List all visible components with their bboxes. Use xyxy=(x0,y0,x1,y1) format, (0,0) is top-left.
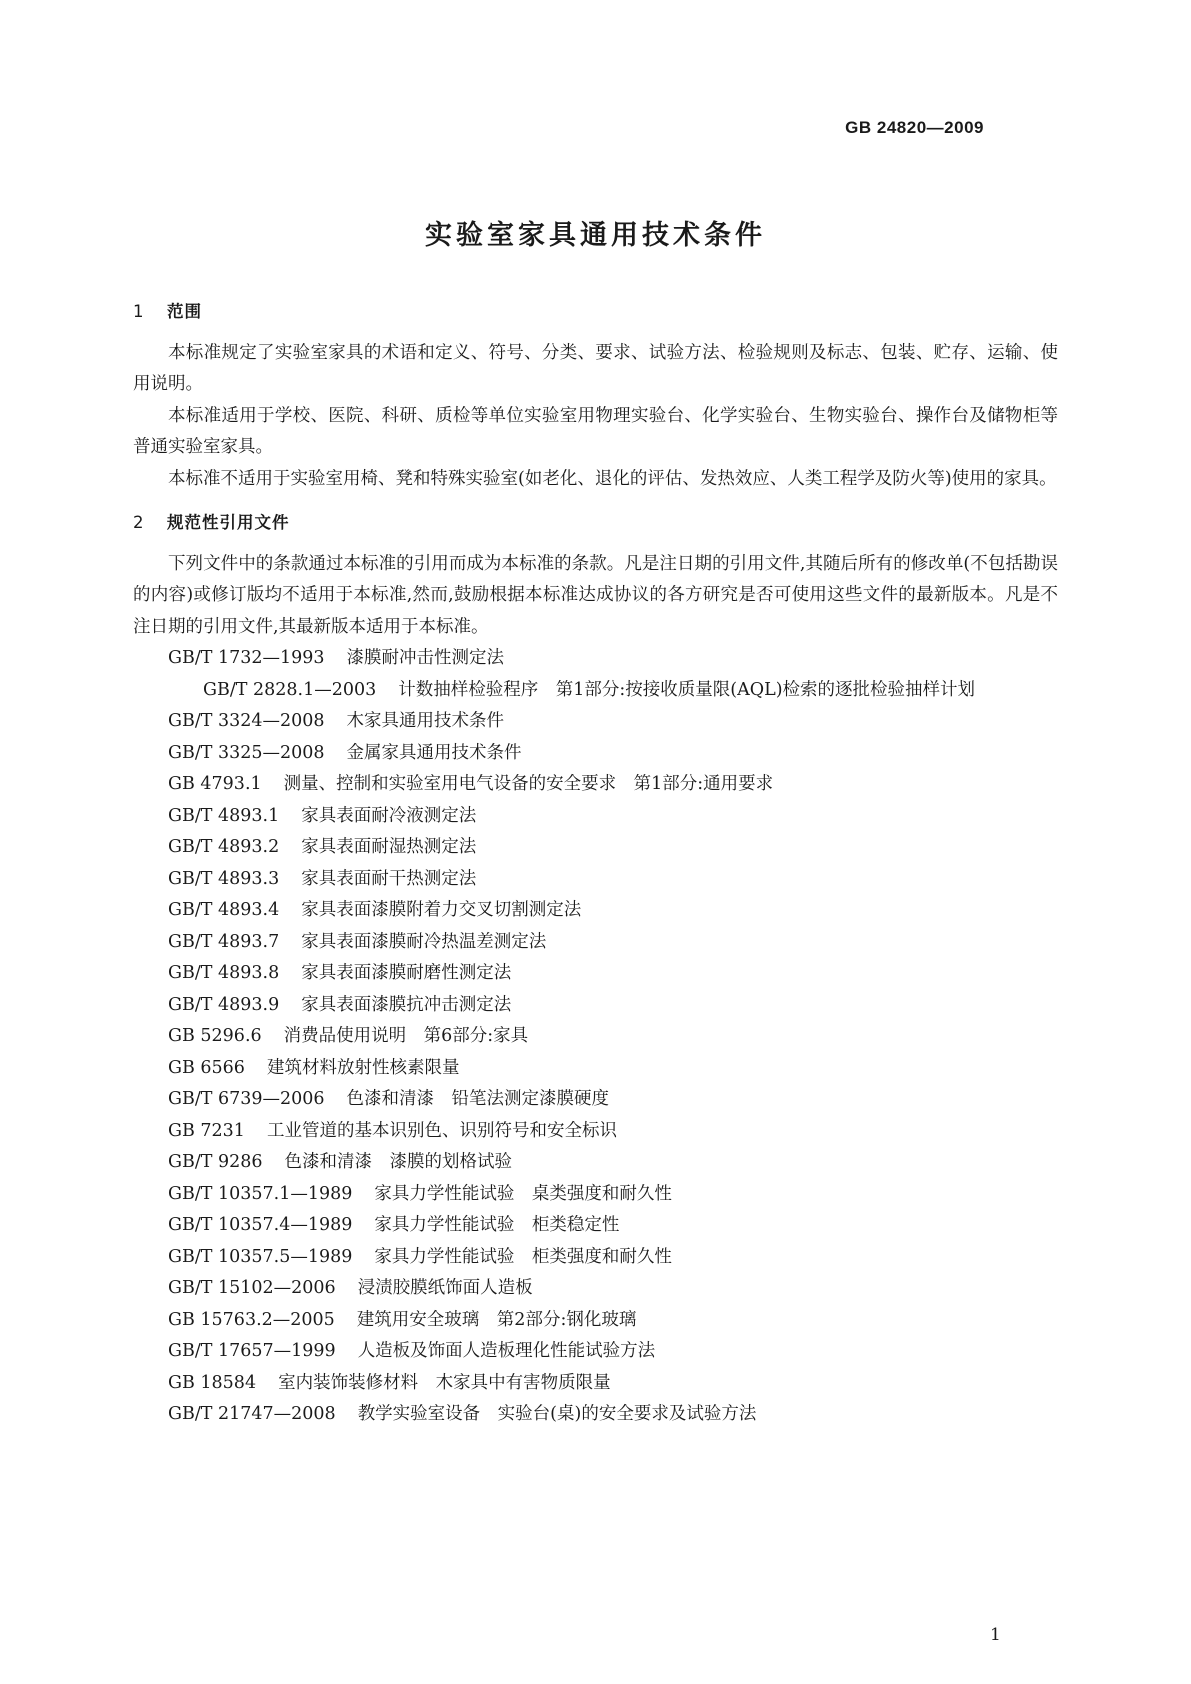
reference-item xyxy=(133,1021,1058,1053)
reference-title: 漆膜耐冲击性测定法 xyxy=(346,648,505,668)
reference-title: 金属家具通用技术条件 xyxy=(346,742,522,763)
reference-code: GB/T 4893.2 xyxy=(168,837,280,857)
reference-title: 工业管道的基本识别色、识别符号和安全标识 xyxy=(266,1120,617,1141)
document-title: 实验室家具通用技术条件 xyxy=(425,220,766,251)
reference-code: GB/T 2828.1—2003 xyxy=(203,679,377,700)
references-intro: 下列文件中的条款通过本标准的引用而成为本标准的条款。凡是注日期的引用文件,其随后所有的修改单(不包括勘误的内容)或修订版均不适用于本标准,然而,鼓励根据本标准达成协议的各方研究是否可使用这些文件的最新版本。凡是不注日期的引用文件,其最新版本适用于本标准。 xyxy=(133,553,1058,637)
reference-item xyxy=(133,1210,1058,1242)
reference-item xyxy=(133,1336,1058,1368)
reference-title: 家具表面漆膜附着力交叉切割测定法 xyxy=(301,900,582,920)
reference-code: GB/T 3324—2008 xyxy=(168,711,325,731)
reference-title: 人造板及饰面人造板理化性能试验方法 xyxy=(357,1341,656,1361)
reference-code: GB/T 4893.1 xyxy=(168,805,280,826)
reference-code: GB/T 15102—2006 xyxy=(168,1278,336,1298)
reference-item xyxy=(133,1305,1058,1337)
section-title: 规范性引用文件 xyxy=(167,513,290,532)
reference-title: 建筑材料放射性核素限量 xyxy=(266,1057,460,1078)
reference-code: GB/T 21747—2008 xyxy=(168,1404,336,1424)
reference-code: GB/T 10357.4—1989 xyxy=(168,1215,353,1235)
reference-title: 家具表面耐干热测定法 xyxy=(301,868,477,889)
reference-title: 家具力学性能试验 桌类强度和耐久性 xyxy=(374,1183,672,1204)
reference-item xyxy=(133,1147,1058,1179)
reference-item xyxy=(133,927,1058,959)
reference-title: 家具力学性能试验 柜类稳定性 xyxy=(374,1215,620,1235)
reference-code: GB/T 17657—1999 xyxy=(168,1341,336,1361)
reference-code: GB 18584 xyxy=(168,1372,257,1393)
reference-code: GB/T 1732—1993 xyxy=(168,648,325,668)
reference-item xyxy=(133,769,1058,801)
standard-code: GB 24820—2009 xyxy=(845,118,984,137)
reference-code: GB 15763.2—2005 xyxy=(168,1309,335,1330)
reference-code: GB/T 4893.7 xyxy=(168,931,280,952)
reference-item xyxy=(133,738,1058,770)
reference-item xyxy=(133,1368,1058,1400)
reference-title: 家具表面漆膜耐磨性测定法 xyxy=(301,963,512,983)
reference-code: GB 4793.1 xyxy=(168,774,262,794)
reference-item xyxy=(133,1116,1058,1148)
reference-title: 室内装饰装修材料 木家具中有害物质限量 xyxy=(278,1372,611,1393)
reference-code: GB/T 10357.5—1989 xyxy=(168,1246,353,1267)
section-1-heading xyxy=(133,296,1058,328)
reference-code: GB 7231 xyxy=(168,1120,245,1141)
reference-code: GB/T 4893.4 xyxy=(168,900,280,920)
reference-item xyxy=(133,832,1058,864)
reference-title: 木家具通用技术条件 xyxy=(346,711,505,731)
reference-item xyxy=(133,1273,1058,1305)
section-2-heading xyxy=(133,507,1058,539)
reference-title: 色漆和清漆 漆膜的划格试验 xyxy=(284,1152,513,1172)
reference-code: GB/T 10357.1—1989 xyxy=(168,1183,353,1204)
page-number: 1 xyxy=(990,1625,1001,1645)
reference-title: 计数抽样检验程序 第1部分:按接收质量限(AQL)检索的逐批检验抽样计划 xyxy=(398,679,976,700)
reference-title: 浸渍胶膜纸饰面人造板 xyxy=(357,1278,533,1298)
reference-item xyxy=(133,801,1058,833)
reference-title: 家具表面耐湿热测定法 xyxy=(301,837,477,857)
section-number: 2 xyxy=(133,513,145,532)
reference-title: 消费品使用说明 第6部分:家具 xyxy=(283,1026,529,1046)
scope-paragraph: 本标准不适用于实验室用椅、凳和特殊实验室(如老化、退化的评估、发热效应、人类工程学及防火等)使用的家具。 xyxy=(168,468,1057,489)
reference-title: 家具表面漆膜抗冲击测定法 xyxy=(301,994,512,1015)
reference-item xyxy=(133,643,1058,675)
section-number: 1 xyxy=(133,302,145,321)
reference-code: GB/T 4893.9 xyxy=(168,994,280,1015)
section-title: 范围 xyxy=(167,302,202,321)
reference-item xyxy=(133,706,1058,738)
reference-code: GB/T 3325—2008 xyxy=(168,742,325,763)
reference-title: 家具力学性能试验 柜类强度和耐久性 xyxy=(374,1246,672,1267)
reference-item xyxy=(133,1242,1058,1274)
reference-title: 教学实验室设备 实验台(桌)的安全要求及试验方法 xyxy=(357,1404,757,1424)
reference-title: 家具表面漆膜耐冷热温差测定法 xyxy=(301,931,547,952)
reference-title: 测量、控制和实验室用电气设备的安全要求 第1部分:通用要求 xyxy=(283,774,774,794)
reference-item xyxy=(133,1053,1058,1085)
reference-code: GB/T 6739—2006 xyxy=(168,1089,325,1109)
reference-item xyxy=(133,1399,1058,1431)
reference-item xyxy=(133,1179,1058,1211)
reference-code: GB/T 4893.3 xyxy=(168,868,280,889)
reference-title: 建筑用安全玻璃 第2部分:钢化玻璃 xyxy=(356,1309,637,1330)
reference-title: 色漆和清漆 铅笔法测定漆膜硬度 xyxy=(346,1089,610,1109)
reference-title: 家具表面耐冷液测定法 xyxy=(301,805,477,826)
reference-item xyxy=(133,895,1058,927)
reference-list xyxy=(133,643,1058,1431)
reference-code: GB 6566 xyxy=(168,1057,245,1078)
reference-item xyxy=(133,675,1058,707)
document-body xyxy=(133,296,1058,1431)
scope-paragraph: 本标准适用于学校、医院、科研、质检等单位实验室用物理实验台、化学实验台、生物实验台、操作台及储物柜等普通实验室家具。 xyxy=(133,405,1058,457)
scope-paragraph: 本标准规定了实验室家具的术语和定义、符号、分类、要求、试验方法、检验规则及标志、包装、贮存、运输、使用说明。 xyxy=(133,342,1058,394)
reference-item xyxy=(133,1084,1058,1116)
reference-item xyxy=(133,990,1058,1022)
reference-item xyxy=(133,864,1058,896)
reference-code: GB/T 4893.8 xyxy=(168,963,280,983)
reference-code: GB/T 9286 xyxy=(168,1152,263,1172)
reference-code: GB 5296.6 xyxy=(168,1026,262,1046)
reference-item xyxy=(133,958,1058,990)
